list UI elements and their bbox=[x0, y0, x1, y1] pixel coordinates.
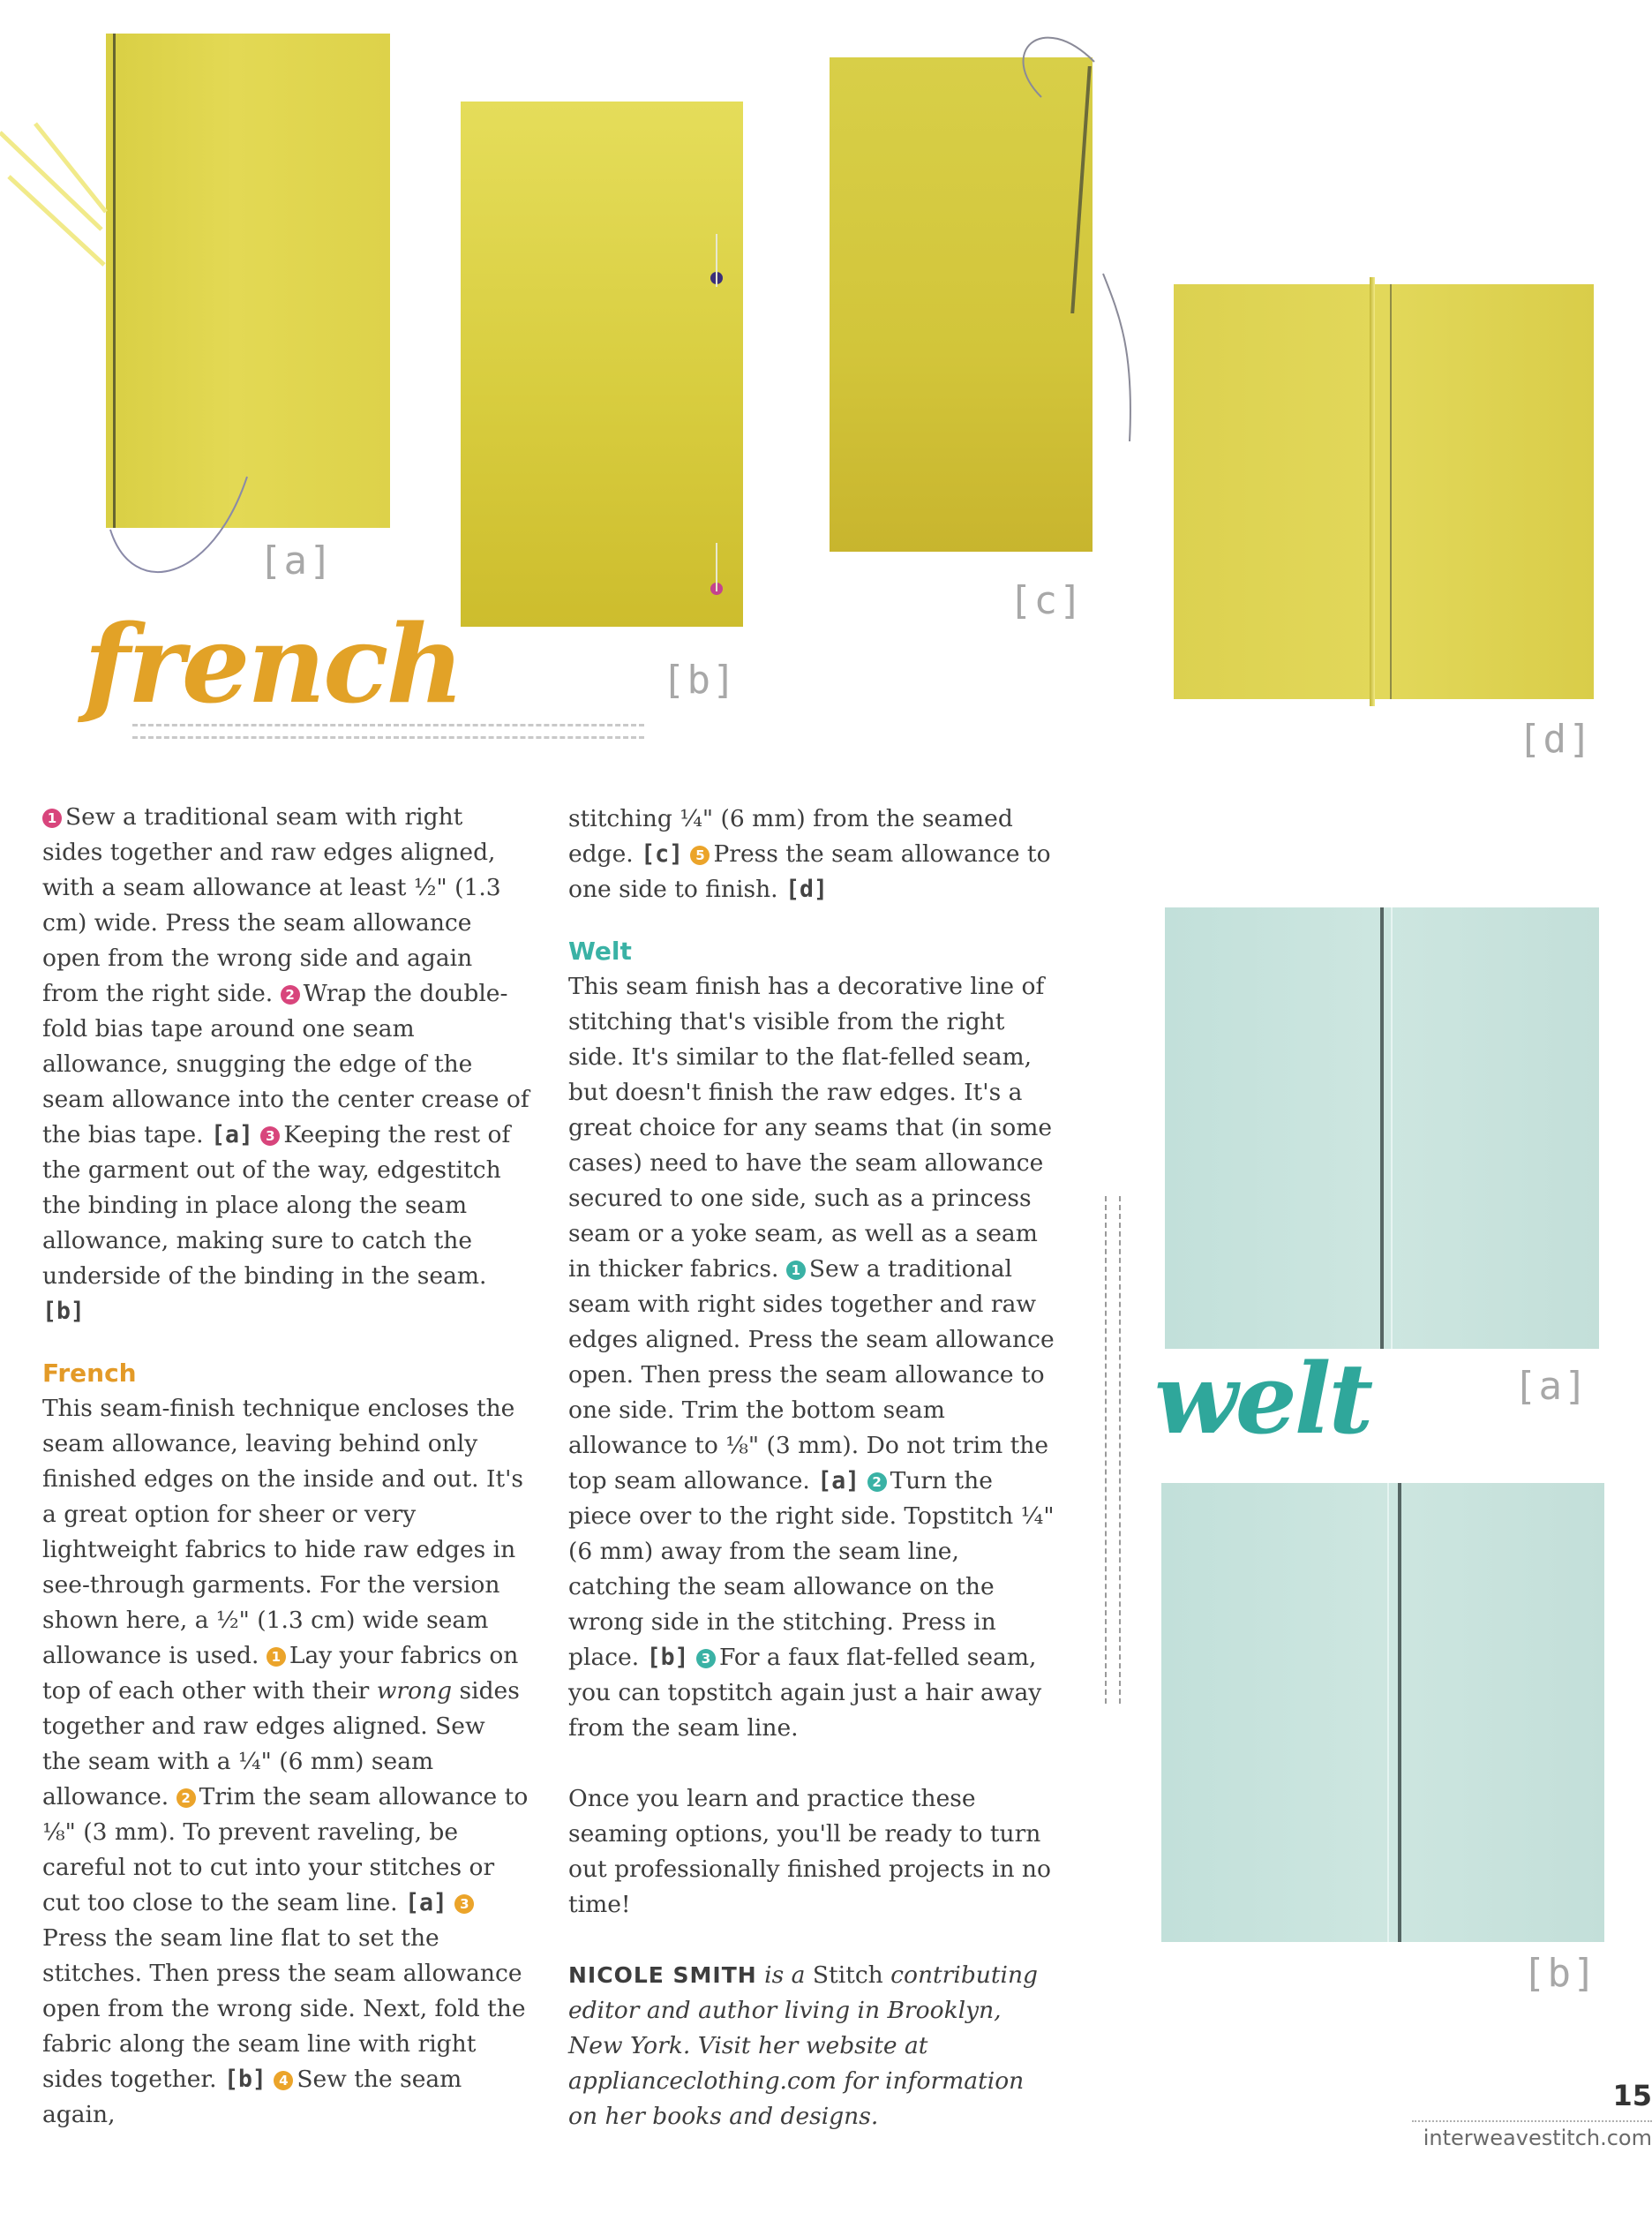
page-number: 15 bbox=[1612, 2079, 1652, 2112]
photo-welt-b-swatch bbox=[1161, 1483, 1604, 1942]
step-number: 2 bbox=[867, 1472, 887, 1492]
figure-ref: [a] bbox=[817, 1467, 860, 1494]
welt-heading: Welt bbox=[568, 937, 632, 966]
step-text: stitching ¼" (6 mm) from the seamed edge. bbox=[568, 805, 1013, 868]
french-body bbox=[42, 1391, 529, 2133]
label-french-c: [c] bbox=[1009, 578, 1085, 623]
figure-ref: [c] bbox=[641, 840, 684, 868]
author-bio bbox=[568, 1958, 1055, 2134]
photo-welt-a-swatch bbox=[1165, 907, 1599, 1349]
step-text: Lay your fabrics on top of each other with their bbox=[42, 1642, 519, 1705]
step-number: 1 bbox=[42, 809, 62, 828]
label-welt-b: [b] bbox=[1522, 1951, 1598, 1996]
magazine-name: Stitch bbox=[812, 1961, 883, 1989]
step-text: Turn the piece over to the right side. Topstitch ¼" (6 mm) away from the seam line, catching the seam allowance on the wrong side in the stitching. Press in place. bbox=[568, 1467, 1055, 1671]
footer-site[interactable]: interweavestitch.com bbox=[1423, 2126, 1652, 2150]
thread-tail-c bbox=[988, 18, 1147, 477]
step-number: 2 bbox=[281, 985, 300, 1005]
photo-french-b-swatch bbox=[461, 102, 743, 627]
left-column bbox=[42, 800, 529, 2133]
french-continued bbox=[568, 802, 1055, 907]
welt-title: welt bbox=[1154, 1342, 1371, 1456]
figure-ref: [a] bbox=[404, 1889, 447, 1916]
photo-french-d-swatch bbox=[1174, 284, 1594, 699]
welt-body bbox=[568, 969, 1055, 1746]
label-french-a: [a] bbox=[259, 538, 334, 583]
figure-ref: [a] bbox=[211, 1121, 253, 1148]
figure-ref: [d] bbox=[785, 876, 828, 903]
column-divider bbox=[1105, 1196, 1107, 1704]
step-number: 5 bbox=[690, 846, 710, 865]
author-name: NICOLE SMITH bbox=[568, 1962, 757, 1988]
french-title-rule bbox=[132, 724, 644, 726]
step-text: Trim the seam allowance to ⅛" (3 mm). To prevent raveling, be careful not to cut into your stitches or cut too close to the seam line. bbox=[42, 1783, 529, 1916]
step-text: Press the seam allowance to one side to finish. bbox=[568, 840, 1051, 903]
welt-intro: This seam finish has a decorative line of stitching that's visible from the right side. It's similar to the flat-felled seam, but doesn't finish the raw edges. It's a great choice for any seams that (in some cases) need to have the seam allowance secured to one side, such as a princess seam or a yoke seam, as well as a seam in thicker fabrics. bbox=[568, 973, 1053, 1283]
step-text: sides together and raw edges aligned. Sew the seam with a ¼" (6 mm) seam allowance. bbox=[42, 1677, 520, 1810]
figure-ref: [b] bbox=[42, 1298, 85, 1325]
label-welt-a: [a] bbox=[1513, 1364, 1589, 1409]
step-number: 3 bbox=[454, 1894, 474, 1914]
french-title: french bbox=[84, 600, 462, 727]
step-number: 1 bbox=[786, 1261, 806, 1280]
column-divider bbox=[1119, 1196, 1121, 1704]
thread-tails-a bbox=[0, 53, 265, 583]
footer-rule bbox=[1412, 2120, 1652, 2122]
right-column bbox=[568, 802, 1055, 2134]
intro-steps bbox=[42, 800, 529, 1329]
french-intro: This seam-finish technique encloses the seam allowance, leaving behind only finished edges on the inside and out. It's a great option for sheer or very lightweight fabrics to hide raw edges in see-through garments. For the version shown here, a ½" (1.3 cm) wide seam allowance is used. bbox=[42, 1395, 523, 1669]
step-text: Keeping the rest of the garment out of the way, edgestitch the binding in place along the seam allowance, making sure to catch the underside of the binding in the seam. bbox=[42, 1121, 511, 1290]
step-number: 1 bbox=[267, 1647, 286, 1667]
step-text: For a faux flat-felled seam, you can topstitch again just a hair away from the seam line. bbox=[568, 1644, 1042, 1742]
step-number: 3 bbox=[260, 1126, 280, 1146]
step-text: Sew the seam again, bbox=[42, 2066, 462, 2128]
label-french-d: [d] bbox=[1518, 717, 1594, 762]
step-number: 2 bbox=[176, 1788, 196, 1808]
step-text: Press the seam line flat to set the stitches. Then press the seam allowance open from the wrong side. Next, fold the fabric along the seam line with right sides together. bbox=[42, 1924, 526, 2093]
figure-ref: [b] bbox=[646, 1644, 689, 1671]
figure-ref: [b] bbox=[224, 2066, 267, 2093]
step-text: Sew a traditional seam with right sides together and raw edges aligned. Press the seam allowance open. Then press the seam allowance to one side. Trim the bottom seam allowance to ⅛" (3 mm). Do not trim the top seam allowance. bbox=[568, 1255, 1055, 1494]
label-french-b: [b] bbox=[662, 658, 738, 703]
french-title-rule bbox=[132, 736, 644, 739]
step-text: Sew a traditional seam with right sides together and raw edges aligned, with a seam allowance at least ½" (1.3 cm) wide. Press the seam allowance open from the wrong side and again from the right side. bbox=[42, 803, 501, 1007]
step-number: 3 bbox=[696, 1649, 716, 1668]
closing-paragraph: Once you learn and practice these seaming options, you'll be ready to turn out professionally finished projects in no time! bbox=[568, 1785, 1051, 1918]
step-text: Wrap the double-fold bias tape around one seam allowance, snugging the edge of the seam allowance into the center crease of the bias tape. bbox=[42, 980, 529, 1148]
author-bio-text: contributing editor and author living in Brooklyn, New York. Visit her website at applianceclothing.com for information on her books and designs. bbox=[568, 1961, 1039, 2130]
author-bio-text: is a bbox=[764, 1961, 806, 1989]
step-emphasis: wrong bbox=[376, 1677, 453, 1705]
step-number: 4 bbox=[274, 2071, 293, 2090]
french-heading: French bbox=[42, 1359, 137, 1388]
